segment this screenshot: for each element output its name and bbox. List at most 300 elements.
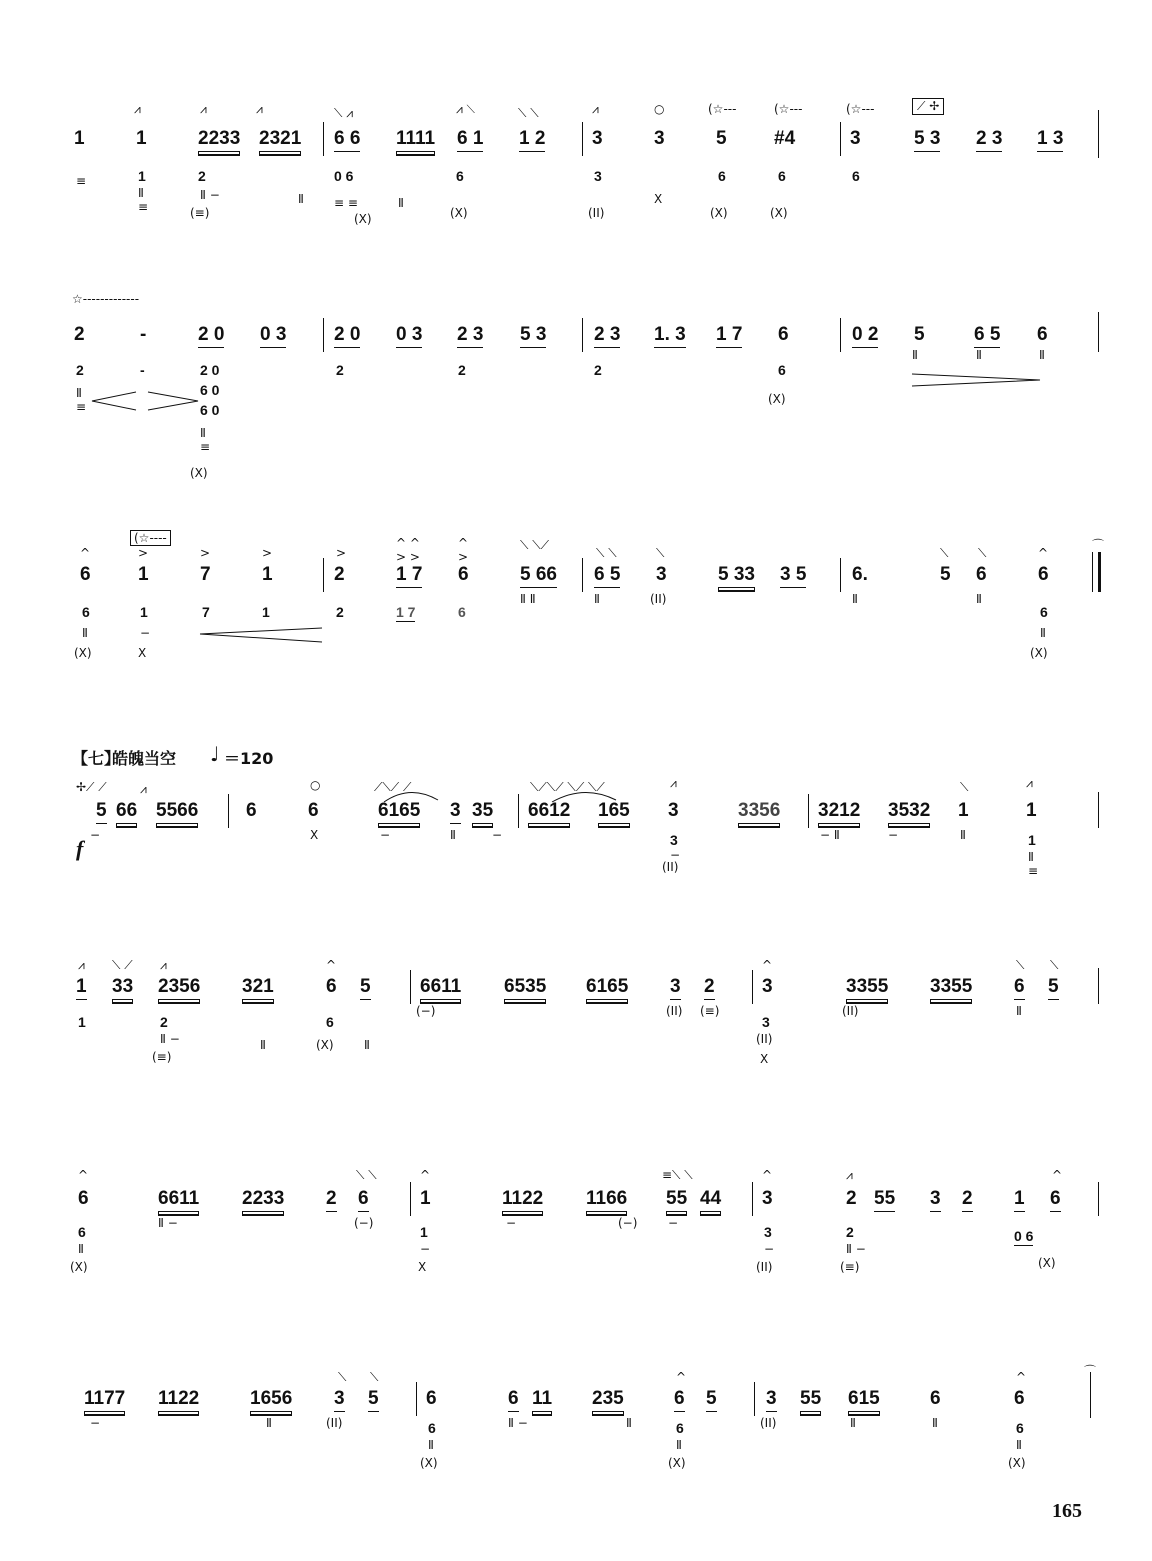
lower-note: 0 6 [1014,1228,1034,1244]
note-group: 1177 [84,1388,125,1412]
lower-mark: Ⅱ [912,348,918,362]
lower-mark: − Ⅱ [820,828,840,842]
note: 6 [1014,1388,1025,1409]
note: 3 [668,800,679,821]
note-group: 6 5 [594,564,620,588]
rest-dash: - [140,324,147,345]
lower-note: 1 7 [396,604,416,620]
lower-mark: Ⅱ [1039,348,1045,362]
note: 2 [962,1188,973,1212]
bar-line [1098,312,1099,352]
note: 6 [1014,976,1025,1000]
lower-mark: Ⅱ [1016,1438,1022,1452]
lower-mark: − [506,1216,517,1230]
note: 3 [930,1188,941,1212]
note: 3 [334,1388,345,1412]
accent-mark: ⩘ [592,102,599,116]
staff-system-5 [0,956,1152,1076]
note: 6 [1037,324,1048,345]
sub-mark: X [654,192,663,206]
lower-mark: Ⅱ ≡ [138,186,149,214]
note: 3 [670,976,681,1000]
bar-line [410,970,411,1004]
lower-note: 2 [198,168,206,184]
accent-mark: ^ [1052,1168,1063,1182]
note-group: 5 3 [914,128,940,152]
note-group: 2356 [158,976,200,1000]
section-title: 皓魄当空 [112,749,177,768]
note-group: 35 [472,800,493,824]
accent-mark: ^ [78,1168,89,1182]
sub-mark: X [418,1260,427,1274]
sub-mark: (II) [588,206,605,220]
note-group: 1122 [158,1388,199,1412]
note-group: 6 5 [974,324,1000,348]
note: 1 [1014,1188,1025,1212]
note-group: 1166 [586,1188,627,1212]
lower-note: 3 [762,1014,770,1030]
fermata-mark: ⌒ [1084,1364,1097,1378]
sub-mark: (X) [710,206,728,220]
note-group: 1 3 [1037,128,1063,152]
sub-mark: (≡) [700,1004,720,1018]
note-group: 5 33 [718,564,755,588]
lower-mark: Ⅱ [626,1416,632,1430]
lower-mark: Ⅱ − [846,1242,866,1256]
accent-mark: ⟍ [370,1370,379,1384]
note-group: 1 7 [716,324,742,348]
lower-mark: Ⅱ [960,828,966,842]
bar-line [1098,792,1099,828]
note: 1 [74,128,85,149]
bar-line [840,558,841,592]
lower-mark: Ⅱ − [508,1416,528,1430]
lower-note: 3 [594,168,602,184]
accent-mark: > [138,546,149,560]
note: 6 [246,800,257,821]
staff-system-3 [0,531,1152,672]
sub-mark: (≡) [190,206,210,220]
dynamic-mark: f [76,836,84,861]
lower-mark: Ⅱ − [158,1216,178,1230]
note-group: 5566 [156,800,198,824]
sub-mark: (X) [190,466,208,480]
lower-note: 3 [670,832,678,848]
lower-mark: − [90,828,101,842]
staff-system-6 [0,1164,1152,1284]
accent-mark: > [262,546,273,560]
sub-mark: (X) [450,206,468,220]
note-group: 11 [532,1388,552,1412]
bar-line [1098,110,1099,158]
tempo-mark: ＝120 [224,749,274,768]
note-group: 5 3 [520,324,546,348]
harmonic-mark: ○ [310,778,321,792]
note-group: 6612 [528,800,570,824]
lower-mark: Ⅱ [298,192,304,206]
lower-mark: Ⅱ [976,348,982,362]
note: 3 [766,1388,777,1412]
note-group: 235 [592,1388,624,1412]
boxed-mark: ⟋ ✢ [912,98,944,115]
lower-mark: Ⅱ − [200,188,220,202]
bar-line [582,318,583,352]
accent-mark: ⟍ ⟋ [112,958,133,972]
note: 2 [74,324,85,345]
lower-note: 2 [336,604,344,620]
sub-mark: (X) [354,212,372,226]
note-group: 6 1 [457,128,483,152]
lower-mark: Ⅱ [676,1438,682,1452]
lower-mark: ≡ ≡ [334,196,358,210]
note-group: 3355 [930,976,972,1000]
lower-mark: Ⅱ [364,1038,370,1052]
note: 6 [508,1388,519,1412]
note-group: 0 3 [260,324,286,348]
bar-line [752,1182,753,1216]
note: 6 [1050,1188,1061,1212]
note-group: 55 [800,1388,821,1412]
note-group: 165 [598,800,630,824]
note-group: 2233 [198,128,240,152]
note: 3 [850,128,861,149]
sub-mark: (−) [416,1004,436,1018]
note-group: 321 [242,976,274,1000]
note-group: 3355 [846,976,888,1000]
lower-note: 6 [778,168,786,184]
sub-mark: (II) [760,1416,777,1430]
quarter-note-icon: ♩ [210,742,220,766]
note-group: 2 3 [457,324,483,348]
lower-mark: Ⅱ [398,196,404,210]
lower-note: 1 [140,604,148,620]
accent-mark: ⩘ [846,1168,853,1182]
lower-mark: − [888,828,899,842]
lower-mark: Ⅱ − [160,1032,180,1046]
accent-mark: ^ > [458,536,469,564]
note: 5 [360,976,371,1000]
lower-mark: Ⅱ [260,1038,266,1052]
sub-mark: (II) [756,1260,773,1274]
accent-mark: ⩘ [1026,776,1033,790]
bar-line [1090,1372,1091,1418]
note-group: 2321 [259,128,301,152]
note-group: 55 [874,1188,895,1212]
sub-mark: (II) [842,1004,859,1018]
accent-mark: ^ [762,958,773,972]
lower-note: 1 [420,1224,428,1240]
accent-mark: ⟍ ⟍ [356,1168,377,1182]
accent-mark: ✢⟋ ⟋ [76,780,107,794]
lower-mark: Ⅱ ≡ [76,386,87,414]
note: 1 [420,1188,431,1209]
lower-note: 2 [76,362,84,378]
note-group: 55 [666,1188,687,1212]
bar-line [582,122,583,156]
trill-mark: ☆------------- [72,292,140,306]
bar-line [840,122,841,156]
lower-note: 1 [78,1014,86,1030]
fermata-mark: ⌒ [1092,538,1105,552]
accent-mark: ⟍ ⩘ [334,106,353,120]
bar-line [228,794,229,828]
note: 6 [308,800,319,821]
staff-system-4 [0,776,1152,886]
note: 6. [852,564,868,585]
accent-mark: ⟍⟋⟍⟋ ⟍⟋ ⟍⟋ [530,780,605,794]
note-group: 1 2 [519,128,545,152]
note: 1 [262,564,273,585]
lower-note: 6 0 [200,402,220,418]
lower-note: 2 [160,1014,168,1030]
accent-mark: ⩘ [134,102,141,116]
note: 5 [716,128,727,149]
note-group: 1122 [502,1188,543,1212]
note: 3 [450,800,461,824]
trill-mark: (☆--- [774,102,803,116]
sub-mark: (−) [618,1216,638,1230]
lower-mark: − [670,848,681,862]
section-heading [0,742,1152,776]
lower-mark: ≡ [76,174,87,188]
trill-mark: (☆--- [846,102,875,116]
accent-mark: ⩘ [160,958,167,972]
page-number: 165 [1052,1500,1082,1522]
note-group: 615 [848,1388,880,1412]
lower-note: 1 [1028,832,1036,848]
note-group: 6165 [378,800,420,824]
note-group: 3532 [888,800,930,824]
trill-mark: (☆--- [708,102,737,116]
accent-mark: ⩘ [140,782,147,796]
note-group: 66 [116,800,137,824]
accent-mark: ≡⟍ ⟍ [662,1168,693,1182]
note-group: 6611 [158,1188,199,1212]
sub-mark: (−) [354,1216,374,1230]
note-group: 6 6 [334,128,360,152]
lower-mark: Ⅱ [1040,626,1046,640]
note: 2 [704,976,715,1000]
note: 6 [326,976,337,997]
note-group: 2 0 [334,324,360,348]
lower-note: 6 [82,604,90,620]
note-group: 0 2 [852,324,878,348]
section-number: 【七】 [72,749,121,768]
accent-mark: ^ [80,546,91,560]
sub-mark: X [138,646,147,660]
staff-system-7 [0,1364,1152,1500]
lower-mark: − [668,1216,679,1230]
final-bar-line [1098,552,1101,592]
note: 6 [426,1388,437,1409]
lower-note: 1 [262,604,270,620]
note-group: 2 3 [976,128,1002,152]
accent-mark: ⟋⟍⟋ ⟋ [374,780,412,794]
sub-mark: (X) [70,1260,88,1274]
bar-line [752,970,753,1004]
accent-mark: ^ [1038,546,1049,560]
sub-mark: (X) [1038,1256,1056,1270]
sub-mark: (X) [316,1038,334,1052]
lower-mark: − [380,828,391,842]
accent-mark: ⟍ [940,546,949,560]
accent-mark: ⟍ [960,780,969,794]
bar-line [323,122,324,156]
lower-rest: - [140,362,145,378]
accent-mark: ⟍ ⟍ [596,546,617,560]
lower-mark: Ⅱ [266,1416,272,1430]
lower-mark: Ⅱ [932,1416,938,1430]
accent-mark: ^ [762,1168,773,1182]
lower-note: 2 [594,362,602,378]
note-group: 2 0 [198,324,224,348]
note-group: 3 5 [780,564,806,588]
lower-mark: Ⅱ ≡ [1028,850,1039,878]
lower-mark: Ⅱ [82,626,88,640]
lower-note: 2 0 [200,362,220,378]
note: #4 [774,128,796,149]
lower-note: 6 [718,168,726,184]
lower-note: 2 [336,362,344,378]
bar-line [840,318,841,352]
lower-note: 6 0 [200,382,220,398]
note-group: 1. 3 [654,324,686,348]
sub-mark: (II) [756,1032,773,1046]
staff-system-2 [0,292,1152,496]
lower-mark: Ⅱ [852,592,858,606]
lower-note: 3 [764,1224,772,1240]
note: 5 [368,1388,379,1412]
lower-note: 6 [326,1014,334,1030]
bar-line [518,794,519,828]
lower-note: 2 [846,1224,854,1240]
note: 6 [80,564,91,585]
note: 6 [1038,564,1049,585]
bar-line [410,1182,411,1216]
sub-mark: X [760,1052,769,1066]
lower-mark: − [140,626,151,640]
final-bar-line [1092,552,1093,592]
sub-mark: (II) [666,1004,683,1018]
sub-mark: (X) [74,646,92,660]
note: 2 [846,1188,857,1209]
note: 1 [138,564,149,585]
sub-mark: X [310,828,319,842]
accent-mark: ⟍ [1016,958,1025,972]
accent-mark: ⟍ ⟍ [518,106,539,120]
note-group: 2 3 [594,324,620,348]
lower-note: 6 [428,1420,436,1436]
note: 6 [358,1188,369,1212]
lower-note: 6 [852,168,860,184]
staff-system-1 [0,100,1152,230]
note-group: 3212 [818,800,860,824]
accent-mark: ⟍ [656,546,665,560]
lower-mark: Ⅱ [428,1438,434,1452]
lower-mark: Ⅱ [78,1242,84,1256]
lower-mark: Ⅱ [850,1416,856,1430]
lower-note: 1 [138,168,146,184]
crescendo-decrescendo [92,392,212,412]
note: 3 [592,128,603,149]
decrescendo [912,374,1042,388]
sub-mark: (II) [326,1416,343,1430]
lower-note: 6 [1016,1420,1024,1436]
bar-line [808,794,809,828]
sub-mark: (II) [650,592,667,606]
bar-line [1098,1182,1099,1216]
accent-mark: ⩘ ⟍ [456,102,475,116]
note: 6 [778,324,789,345]
accent-mark: ⟍ [1050,958,1059,972]
harmonic-mark: ○ [654,102,665,116]
lower-mark: Ⅱ ≡ [200,426,211,454]
bar-line [323,558,324,592]
note: 1 [136,128,147,149]
accent-mark: ^ [420,1168,431,1182]
accent-mark: ⟍ [338,1370,347,1384]
note: 5 [706,1388,717,1412]
lower-note: 6 [676,1420,684,1436]
sub-mark: (≡) [152,1050,172,1064]
note: 3 [762,976,773,997]
note-group: 33 [112,976,133,1000]
note: 6 [674,1388,685,1412]
bar-line [416,1382,417,1416]
lower-note: 6 [456,168,464,184]
lower-note: 2 [458,362,466,378]
lower-note: 6 [78,1224,86,1240]
note: 6 [458,564,469,585]
lower-mark: − [492,828,503,842]
note: 1 [958,800,969,821]
lower-note: 6 [778,362,786,378]
lower-mark: Ⅱ [450,828,456,842]
lower-note: 6 [1040,604,1048,620]
accent-mark: ^ [1016,1370,1027,1384]
sub-mark: (II) [662,860,679,874]
sub-mark: (X) [1030,646,1048,660]
boxed-trill: (☆---- [130,530,171,546]
lower-note: 0 6 [334,168,354,184]
note: 5 [940,564,951,585]
accent-mark: ⩘ [200,102,207,116]
accent-mark: ^ ^ > > [396,536,420,564]
sub-mark: (X) [668,1456,686,1470]
note-group: 3356 [738,800,780,824]
accent-mark: ⩘ [78,958,85,972]
sub-mark: (X) [770,206,788,220]
note: 3 [656,564,667,585]
lower-mark: Ⅱ Ⅱ [520,592,536,606]
bar-line [754,1382,755,1416]
note: 2 [326,1188,337,1212]
lower-mark: Ⅱ [1016,1004,1022,1018]
accent-mark: ⩘ [256,102,263,116]
sub-mark: (X) [768,392,786,406]
note: 1 [1026,800,1037,821]
note: 6 [976,564,987,585]
sub-mark: (X) [1008,1456,1026,1470]
lower-mark: Ⅱ [594,592,600,606]
note: 2 [334,564,345,585]
note-group: 5 66 [520,564,557,588]
lower-mark: − [420,1242,431,1256]
accent-mark: ^ [326,958,337,972]
lower-note: 6 [458,604,466,620]
accent-mark: ⟍ ⟍⟋ [520,538,550,552]
note-group: 44 [700,1188,721,1212]
